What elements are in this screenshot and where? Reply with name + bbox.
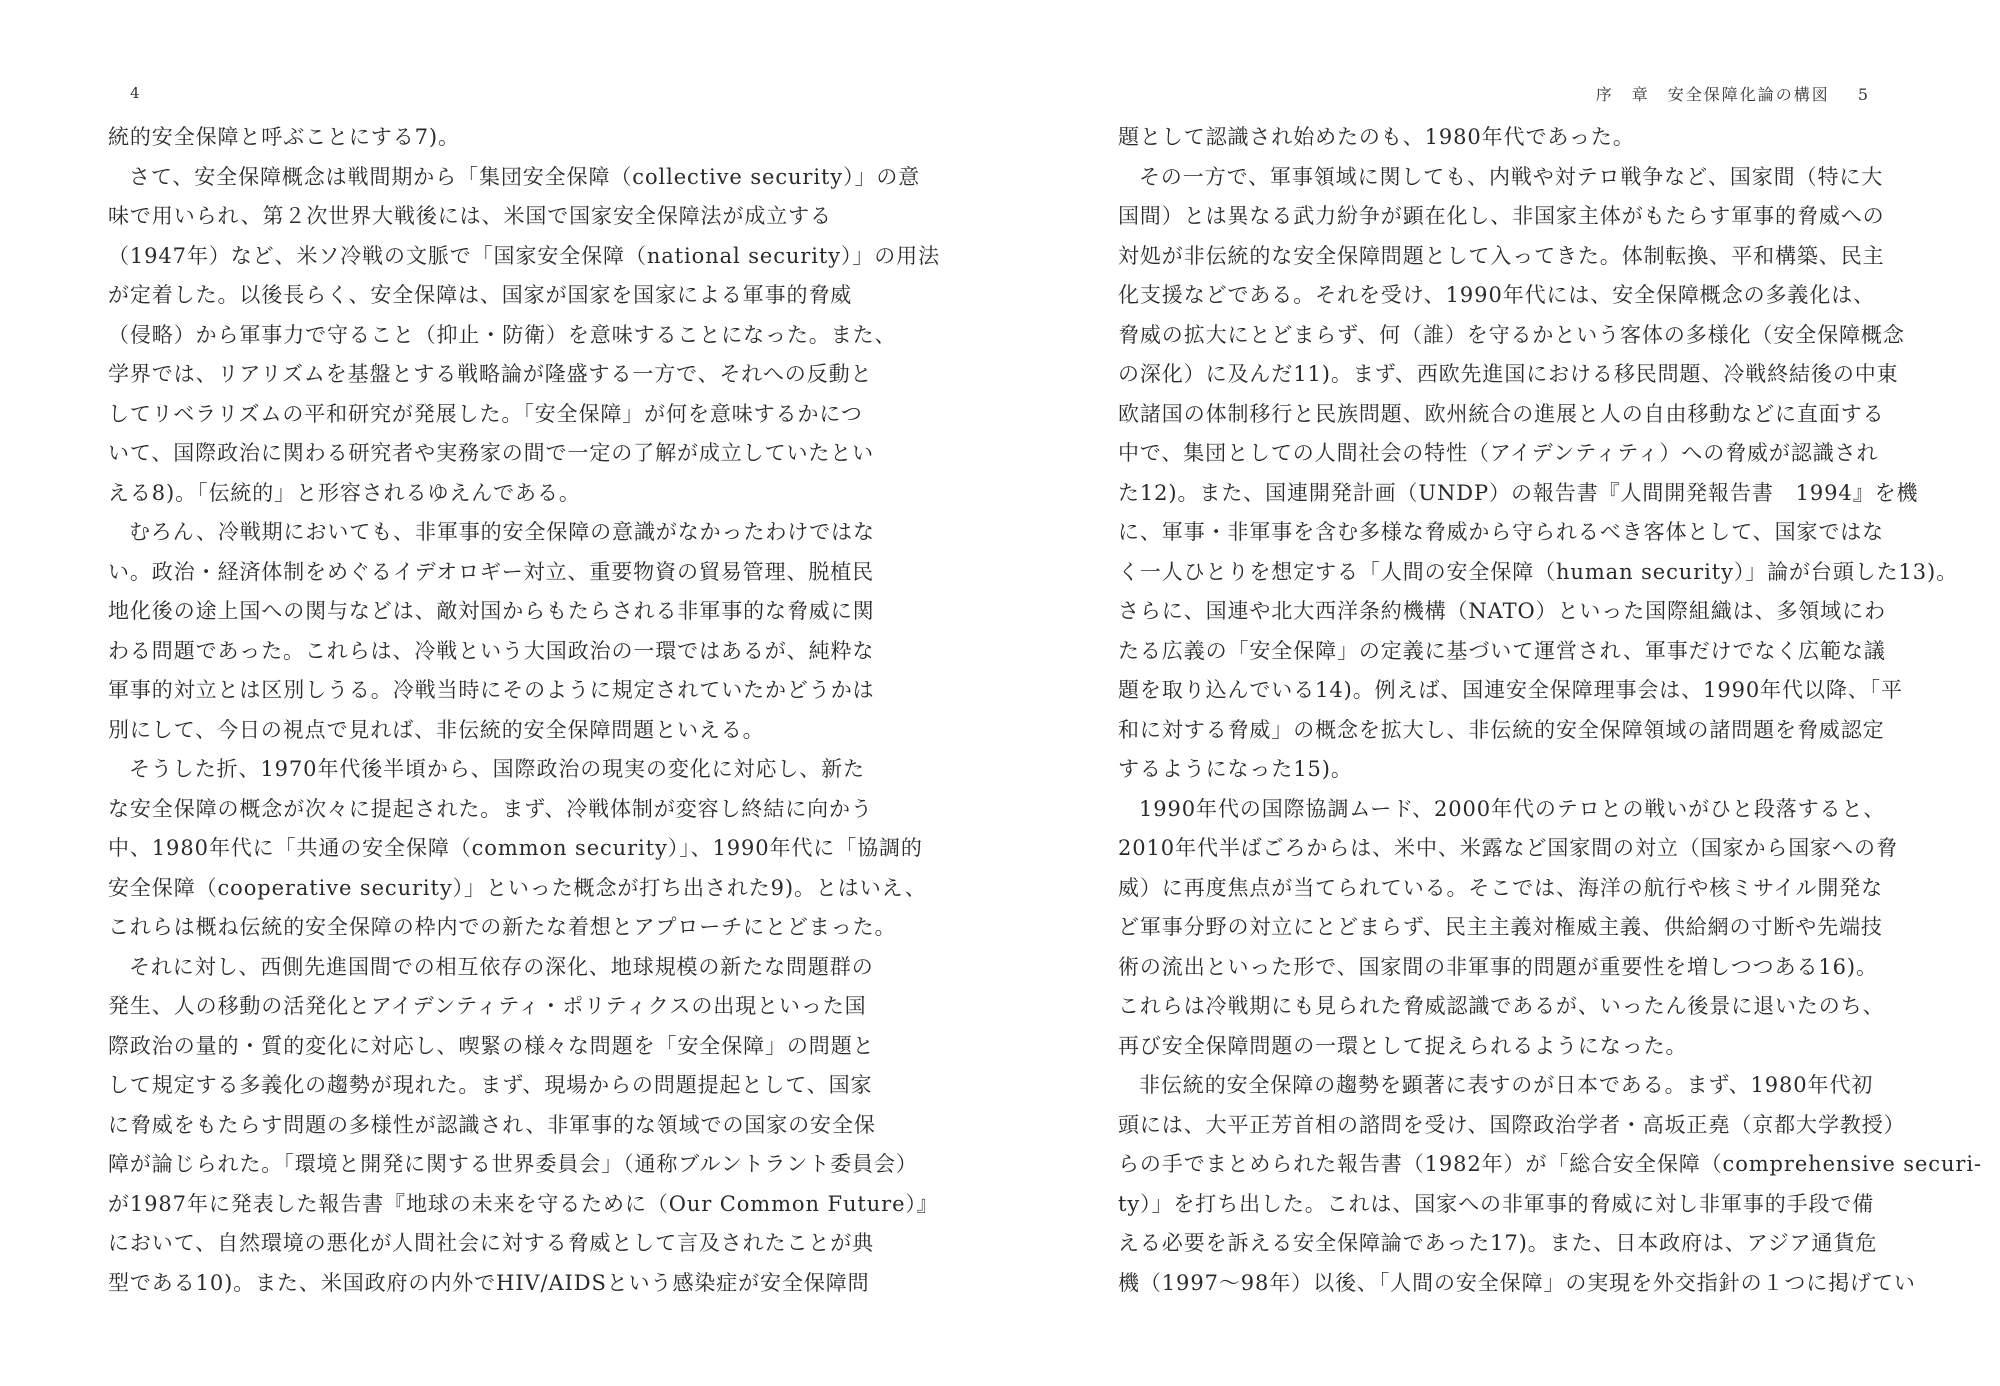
running-head [1596, 82, 1868, 105]
text-line: 統的安全保障と呼ぶことにする7)。 [108, 125, 460, 149]
text-line: いて、国際政治に関わる研究者や実務家の間で一定の了解が成立していたとい [108, 441, 875, 465]
text-line: わる問題であった。これらは、冷戦という大国政治の一環ではあるが、純粋な [108, 638, 875, 663]
text-line: える必要を訴える安全保障論であった17)。また、日本政府は、アジア通貨危 [1118, 1231, 1878, 1255]
text-line: して規定する多義化の趨勢が現れた。まず、現場からの問題提起として、国家 [108, 1073, 873, 1097]
text-line: 型である10)。また、米国政府の内外でHIV/AIDSという感染症が安全保障問 [108, 1270, 870, 1295]
text-line: 別にして、今日の視点で見れば、非伝統的安全保障問題といえる。 [108, 717, 765, 742]
text-line: く一人ひとりを想定する「人間の安全保障（human security）」論が台頭した13)。 [1118, 559, 1959, 584]
text-line: （侵略）から軍事力で守ること（抑止・防衛）を意味することになった。また、 [108, 322, 897, 347]
text-line: 対処が非伝統的な安全保障問題として入ってきた。体制転換、平和構築、民主 [1118, 243, 1885, 268]
page-number: 4 [130, 84, 140, 102]
text-line: が1987年に発表した報告書『地球の未来を守るために（Our Common Future）』 [108, 1191, 939, 1216]
text-line: 2010年代半ばごろからは、米中、米露など国家間の対立（国家から国家への脅 [1118, 836, 1898, 860]
text-line: これらは概ね伝統的安全保障の枠内での新たな着想とアプローチにとどまった。 [108, 915, 897, 939]
chapter-title: 序 章 安全保障化論の構図 [1595, 85, 1830, 104]
text-line: 術の流出といった形で、国家間の非軍事的問題が重要性を増しつつある16)。 [1118, 954, 1878, 979]
text-line: える8)。「伝統的」と形容されるゆえんである。 [108, 480, 581, 505]
text-line: たる広義の「安全保障」の定義に基づいて運営され、軍事だけでなく広範な議 [1118, 638, 1886, 663]
text-line: 非伝統的安全保障の趨勢を顕著に表すのが日本である。まず、1980年代初 [1139, 1073, 1874, 1097]
text-line: それに対し、西側先進国間での相互依存の深化、地球規模の新たな問題群の [129, 954, 874, 979]
text-line: 欧諸国の体制移行と民族問題、欧州統合の進展と人の自由移動などに直面する [1118, 401, 1885, 426]
right-page [1000, 0, 2000, 1386]
body-text [108, 118, 940, 1303]
text-line: 脅威の拡大にとどまらず、何（誰）を守るかという客体の多様化（安全保障概念 [1118, 322, 1905, 347]
text-line: 際政治の量的・質的変化に対応し、喫緊の様々な問題を「安全保障」の問題と [108, 1033, 875, 1058]
text-line: 題として認識され始めたのも、1980年代であった。 [1118, 125, 1635, 149]
body-text [1118, 118, 1982, 1303]
text-line: 軍事的対立とは区別しうる。冷戦当時にそのように規定されていたかどうかは [108, 678, 875, 702]
text-line: 再び安全保障問題の一環として捉えられるようになった。 [1118, 1033, 1688, 1058]
text-line: してリベラリズムの平和研究が発展した。「安全保障」が何を意味するかにつ [108, 401, 863, 426]
text-line: 学界では、リアリズムを基盤とする戦略論が隆盛する一方で、それへの反動と [108, 362, 873, 386]
text-line: そうした折、1970年代後半頃から、国際政治の現実の変化に対応し、新た [129, 757, 865, 781]
text-line: さらに、国連や北大西洋条約機構（NATO）といった国際組織は、多領域にわ [1118, 599, 1887, 623]
page-number: 5 [1857, 85, 1868, 104]
text-line: （1947年）など、米ソ冷戦の文脈で「国家安全保障（national security）」の用法 [108, 243, 940, 268]
text-line: 化支援などである。それを受け、1990年代には、安全保障概念の多義化は、 [1118, 283, 1876, 307]
text-line: むろん、冷戦期においても、非軍事的安全保障の意識がなかったわけではな [129, 520, 875, 544]
text-line: 機（1997～98年）以後、「人間の安全保障」の実現を外交指針の１つに掲げてい [1118, 1270, 1916, 1295]
text-line: において、自然環境の悪化が人間社会に対する脅威として言及されたことが典 [108, 1231, 875, 1255]
text-line: 中で、集団としての人間社会の特性（アイデンティティ）への脅威が認識され [1118, 441, 1879, 465]
text-line: た12)。また、国連開発計画（UNDP）の報告書『人間開発報告書 1994』を機 [1118, 480, 1919, 505]
text-line: 地化後の途上国への関与などは、敵対国からもたらされる非軍事的な脅威に関 [108, 599, 875, 623]
text-line: らの手でまとめられた報告書（1982年）が「総合安全保障（comprehensive securi- [1118, 1152, 1982, 1176]
text-line: さて、安全保障概念は戦間期から「集団安全保障（collective security）」の意 [129, 164, 921, 189]
text-line: ど軍事分野の対立にとどまらず、民主主義対権威主義、供給網の寸断や先端技 [1118, 915, 1883, 939]
text-line: 発生、人の移動の活発化とアイデンティティ・ポリティクスの出現といった国 [108, 994, 867, 1018]
text-line: の深化）に及んだ11)。まず、西欧先進国における移民問題、冷戦終結後の中東 [1118, 362, 1899, 386]
text-line: 国間）とは異なる武力紛争が顕在化し、非国家主体がもたらす軍事的脅威への [1118, 204, 1885, 228]
text-line: するようになった15)。 [1118, 757, 1353, 781]
text-line: 安全保障（cooperative security）」といった概念が打ち出された9)。とはいえ、 [108, 875, 927, 900]
text-line: な安全保障の概念が次々に提起された。まず、冷戦体制が変容し終結に向かう [108, 796, 873, 821]
text-line: 味で用いられ、第２次世界大戦後には、米国で国家安全保障法が成立する [108, 204, 832, 228]
text-line: い。政治・経済体制をめぐるイデオロギー対立、重要物資の貿易管理、脱植民 [108, 559, 875, 584]
text-line: 題を取り込んでいる14)。例えば、国連安全保障理事会は、1990年代以降、「平 [1118, 678, 1903, 702]
text-line: これらは冷戦期にも見られた脅威認識であるが、いったん後景に退いたのち、 [1118, 994, 1885, 1018]
text-line: に、軍事・非軍事を含む多様な脅威から守られるべき客体として、国家ではな [1118, 520, 1885, 544]
text-line: が定着した。以後長らく、安全保障は、国家が国家を国家による軍事的脅威 [108, 283, 853, 307]
text-line: 中、1980年代に「共通の安全保障（common security）」、1990年代に「協調的 [108, 836, 923, 860]
text-line: 頭には、大平正芳首相の諮問を受け、国際政治学者・高坂正堯（京都大学教授） [1118, 1112, 1906, 1137]
text-line: に脅威をもたらす問題の多様性が認識され、非軍事的な領域での国家の安全保 [108, 1112, 876, 1137]
text-line: 1990年代の国際協調ムード、2000年代のテロとの戦いがひと段落すると、 [1139, 796, 1886, 821]
text-line: 和に対する脅威」の概念を拡大し、非伝統的安全保障領域の諸問題を脅威認定 [1118, 717, 1885, 742]
text-line: ty）」を打ち出した。これは、国家への非軍事的脅威に対し非軍事的手段で備 [1118, 1191, 1875, 1216]
text-line: 威）に再度焦点が当てられている。そこでは、海洋の航行や核ミサイル開発な [1118, 875, 1884, 900]
text-line: 障が論じられた。「環境と開発に関する世界委員会」（通称ブルントラント委員会） [108, 1152, 918, 1176]
text-line: その一方で、軍事領域に関しても、内戦や対テロ戦争など、国家間（特に大 [1139, 164, 1884, 189]
